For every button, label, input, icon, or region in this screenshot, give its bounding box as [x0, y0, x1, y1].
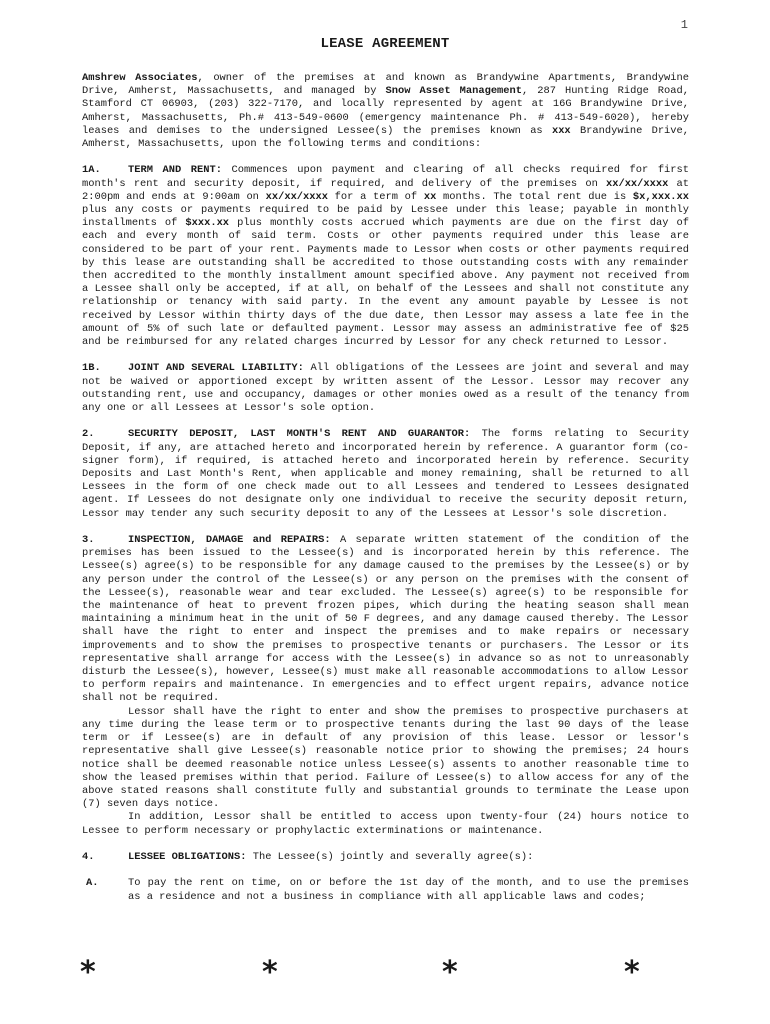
- list-item-text: To pay the rent on time, on or before the 1st day of the month, and to use the premises as a residence and not a business in compliance with all applicable laws and codes;: [128, 877, 689, 903]
- section-number: 2.: [82, 428, 95, 441]
- list-item: [82, 877, 689, 903]
- monthly-rent: $xxx.xx: [185, 217, 230, 230]
- list-item-label: A.: [86, 877, 99, 890]
- term-months: xx: [423, 190, 437, 203]
- document-body: [82, 72, 689, 904]
- star-mark: *: [80, 955, 96, 990]
- section-1a: 1A. TERM AND RENT: Commences upon payment and clearing of all checks required for first month's rent and security deposit, if required, and delivery of the premises on xx/xx/xxxx at 2:00pm and ends at 9:00am on xx/xx/xxxx for a term of xx months. The total rent due is $x,xxx.xx plus any costs or payments required to be paid by Lessee under this lease; payable in monthly installments of $xxx.xx plus monthly costs accrued which payments are due on the first day of each and every month of said term. Costs or other payments required under this lease are considered to be part of your rent. Payments made to Lessor when costs or other payments required by this lease are outstanding shall be accredited to those outstanding costs with any remainder then accredited to the monthly installment amount specified above. Any payment not received from a Lessee shall only be accepted, if at all, on behalf of the Lessees and shall not constitute any relationship or tenancy with said party. In the event any amount payable by Lessee is not received by Lessor within thirty days of the due date, then Lessor may assess a late fee in the amount of 5% of such late or defaulted payment. Lessor may assess an administrative fee of $25 and be reimbursed for any related charges incurred by Lessor for any check returned to Lessor.: [82, 164, 690, 349]
- star-mark: *: [442, 955, 458, 990]
- section-number: 4.: [82, 850, 95, 863]
- star-mark: *: [262, 955, 278, 990]
- section-2: 2. SECURITY DEPOSIT, LAST MONTH'S RENT AND GUARANTOR: The forms relating to Security Deposit, if any, are attached hereto and incorporated herein by reference. A guarantor form (co-signer form), if required, is attached hereto and incorporated herein by reference. Security Deposits and Last Month's Rent, when applicable and money remaining, shall be returned to all Lessees in the form of one check made out to all Lessees and tendered to Lessees designated agent. If Lessees do not designate only one individual to receive the security deposit return, Lessor may tender any such security deposit to any of the Lessees at Lessor's sole discretion.: [82, 428, 689, 520]
- total-rent: $x,xxx.xx: [632, 190, 690, 203]
- document-title: LEASE AGREEMENT: [320, 36, 450, 52]
- section-number: 3.: [82, 534, 95, 547]
- intro-paragraph: Amshrew Associates, owner of the premises at and known as Brandywine Apartments, Brandywine Drive, Amherst, Massachusetts, and managed by Snow Asset Management, 287 Hunting Ridge Road, Stamford CT 06903, (203) 322-7170, and locally represented by agent at 16G Brandywine Drive, Amherst, Massachusetts, Ph.# 413-549-0600 (emergency maintenance Ph. # 413-549-6020), hereby leases and demises to the undersigned Lessee(s) the premises known as xxx Brandywine Drive, Amherst, Massachusetts, upon the following terms and conditions:: [82, 72, 689, 151]
- footer-stars: [0, 955, 770, 998]
- start-date: xx/xx/xxxx: [605, 177, 669, 190]
- star-mark: *: [624, 955, 640, 990]
- section-heading: SECURITY DEPOSIT, LAST MONTH'S RENT AND GUARANTOR:: [128, 428, 471, 441]
- section-3: 3. INSPECTION, DAMAGE and REPAIRS: A separate written statement of the condition of the premises has been issued to the Lessee(s) and is incorporated herein by this reference. The Lessee(s) agree(s) to be responsible for any damage caused to the premises by the Lessee(s) or by any person under the control of the Lessee(s) or any person on the premises with the consent of the Lessee(s), reasonable wear and tear excluded. The Lessee(s) agree(s) to be responsible for the maintenance of heat to prevent frozen pipes, which during the heating season shall mean maintaining a minimum heat in the unit of 50 F degrees, and any damage caused thereby. The Lessor shall have the right to enter and inspect the premises and to make repairs or necessary improvements and to show the premises to prospective tenants or purchasers. The Lessor or its representative shall arrange for access with the Lessee(s) in advance so as not to unreasonably disturb the Lessee(s), however, Lessee(s) must make all reasonable accommodations to allow Lessor to perform repairs and maintenance. In emergencies and to effect urgent repairs, advance notice shall not be required.: [82, 534, 689, 705]
- lessor-name: Amshrew Associates: [82, 72, 198, 84]
- section-number: 1B.: [82, 362, 101, 375]
- section-heading: JOINT AND SEVERAL LIABILITY:: [128, 362, 304, 375]
- end-date: xx/xx/xxxx: [265, 190, 328, 203]
- page-number: 1: [680, 18, 688, 32]
- section-3-paragraph-3: In addition, Lessor shall be entitled to access upon twenty-four (24) hours notice to Lessee to perform necessary or prophylactic exterminations or maintenance.: [82, 811, 689, 837]
- manager-name: Snow Asset Management: [385, 85, 522, 98]
- section-heading: LESSEE OBLIGATIONS:: [128, 850, 247, 863]
- section-4: 4. LESSEE OBLIGATIONS: The Lessee(s) jointly and severally agree(s):: [82, 850, 534, 863]
- section-1b: 1B. JOINT AND SEVERAL LIABILITY: All obligations of the Lessees are joint and several and may not be waived or apportioned except by written assent of the Lessor. Lessor may recover any outstanding rent, use and occupancy, damages or other monies owed as a result of the tenancy from any one or all Lessees at Lessor's sole option.: [82, 362, 690, 415]
- section-heading: TERM AND RENT:: [128, 164, 222, 177]
- section-3-paragraph-2: Lessor shall have the right to enter and show the premises to prospective purchasers at any time during the lease term or to prospective tenants during the last 90 days of the lease term or if Lessee(s) are in default of any provision of this lease. Lessor or lessor's representative shall give Lessee(s) reasonable notice prior to showing the premises; 24 hours notice shall be deemed reasonable notice unless Lessee(s) assents to another reasonable time to show the leased premises within that period. Failure of Lessee(s) to allow access for any of the above stated reasons shall constitute fully and substantial grounds to terminate the Lease upon (7) seven days notice.: [82, 705, 689, 811]
- section-number: 1A.: [82, 164, 101, 177]
- section-heading: INSPECTION, DAMAGE and REPAIRS:: [128, 534, 331, 547]
- unit-number: xxx: [551, 124, 571, 137]
